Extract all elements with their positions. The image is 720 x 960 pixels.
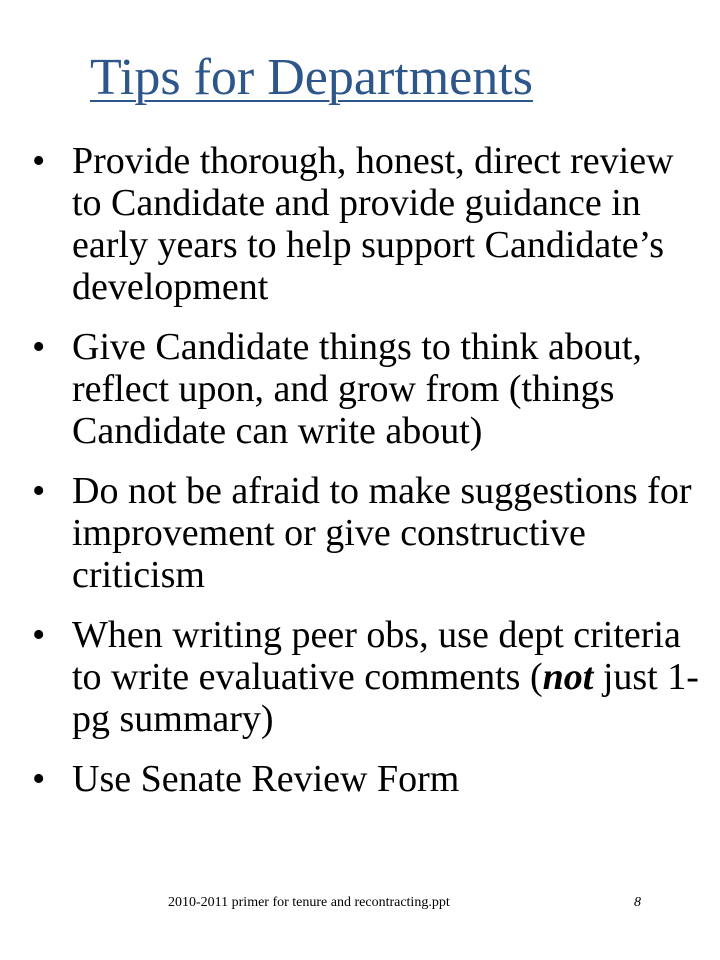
slide-title: Tips for Departments	[90, 49, 533, 106]
bullet-item	[32, 140, 708, 308]
bullet-item	[32, 470, 708, 596]
bullet-dot-icon: •	[32, 758, 46, 800]
bullet-text: Give Candidate things to think about, reflect upon, and grow from (things Candidate can write about)	[72, 326, 642, 452]
bullet-dot-icon: •	[32, 326, 46, 368]
bullet-text: Use Senate Review Form	[72, 758, 460, 800]
bullet-dot-icon: •	[32, 614, 46, 656]
page-number: 8	[634, 895, 641, 910]
bullet-item	[32, 758, 708, 800]
bullet-dot-icon: •	[32, 470, 46, 512]
bullet-list	[32, 140, 708, 818]
footer-filename: 2010-2011 primer for tenure and recontracting.ppt	[168, 895, 450, 910]
bullet-item	[32, 614, 708, 740]
bullet-text: Provide thorough, honest, direct review to Candidate and provide guidance in early years to help support Candidate’s development	[72, 140, 674, 308]
bullet-text: Do not be afraid to make suggestions for improvement or give constructive criticism	[72, 470, 692, 596]
bullet-text	[72, 614, 699, 740]
bullet-text-part: When writing peer obs, use dept criteria to write evaluative comments (	[72, 614, 681, 698]
bullet-text-part: just 1-pg summary)	[72, 656, 699, 740]
bullet-dot-icon: •	[32, 140, 46, 182]
bullet-emphasis: not	[542, 656, 594, 698]
bullet-item	[32, 326, 708, 452]
